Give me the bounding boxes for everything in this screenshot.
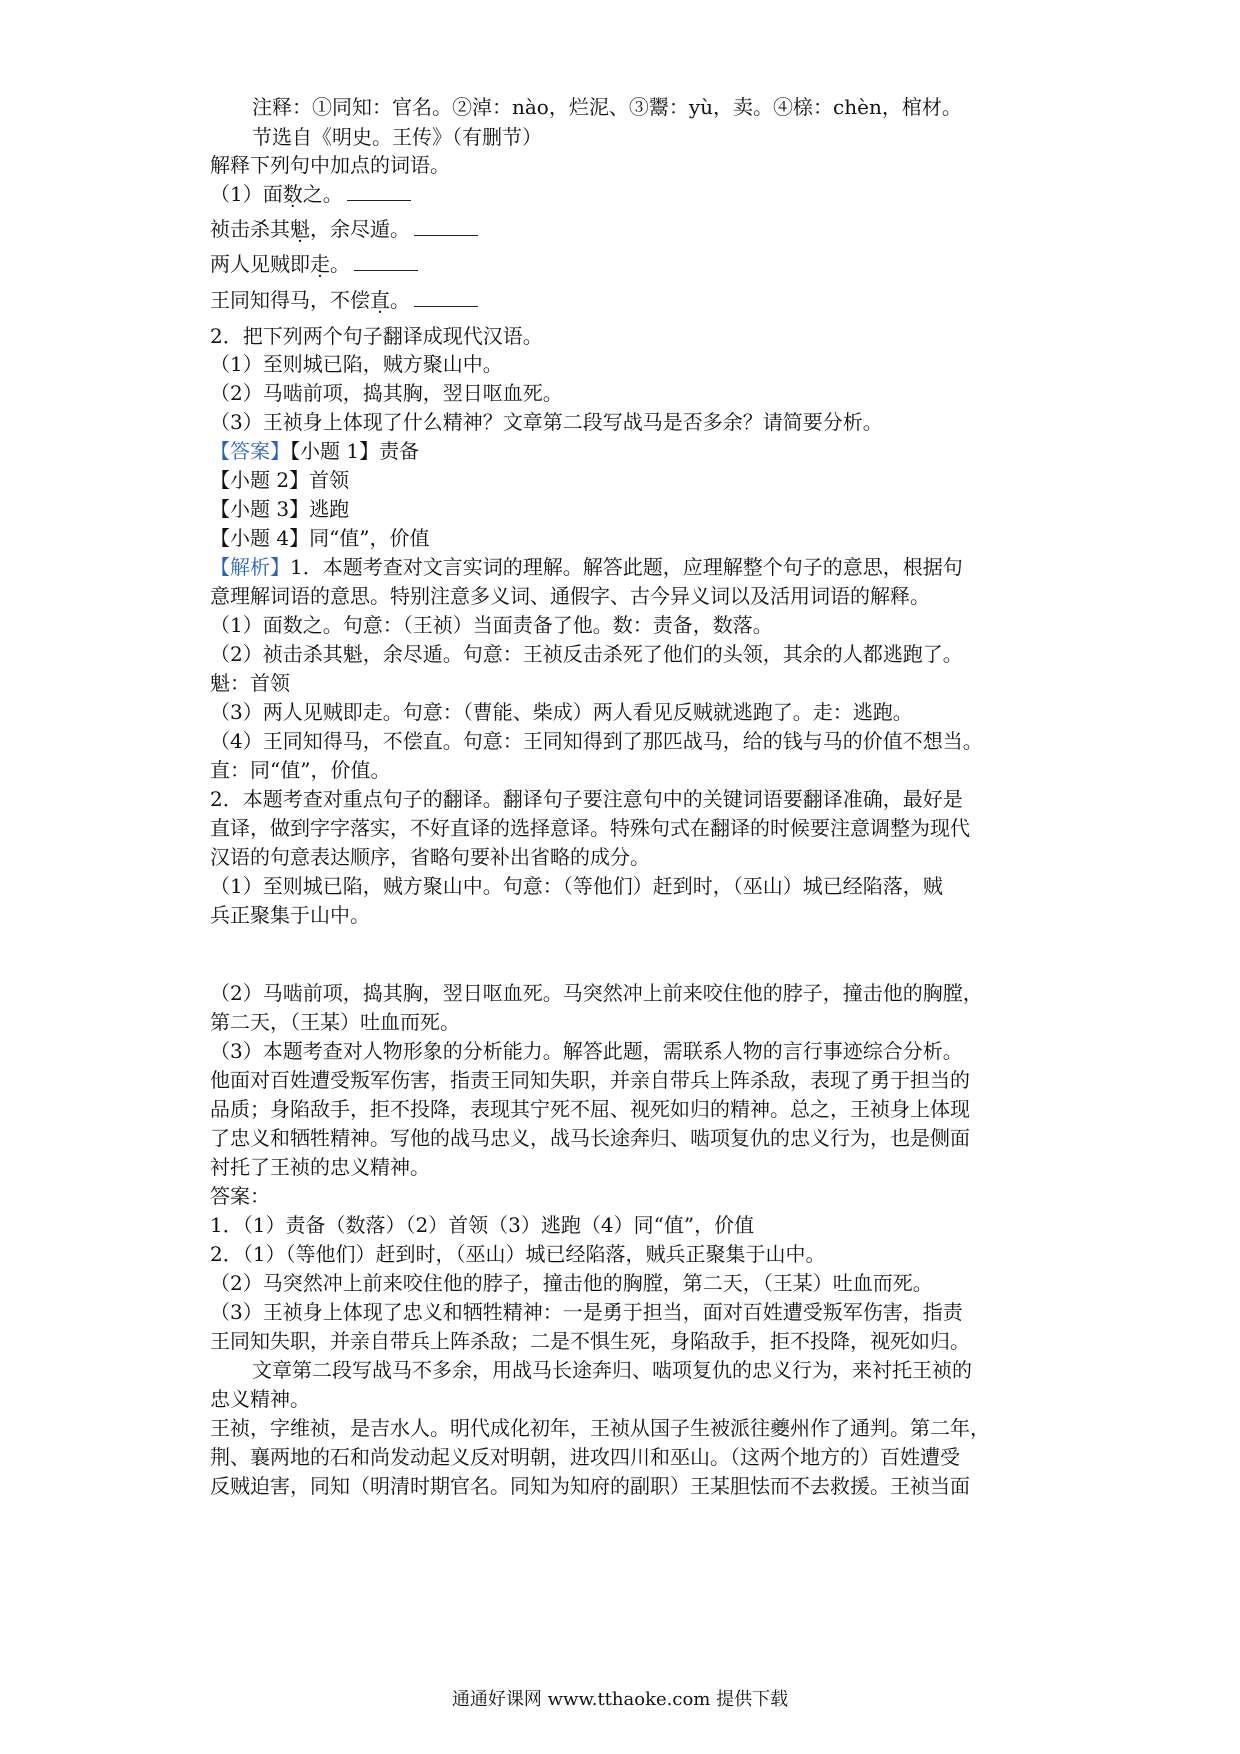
q1-item bbox=[210, 251, 1040, 277]
analysis-line: 2．本题考查对重点句子的翻译。翻译句子要注意句中的关键词语要翻译准确，最好是 bbox=[210, 787, 963, 811]
analysis-line: （3）本题考查对人物形象的分析能力。解答此题，需联系人物的言行事迹综合分析。 bbox=[210, 1039, 963, 1063]
q1-item-post: 之。 bbox=[302, 182, 343, 206]
answer-tag: 【答案】 bbox=[210, 439, 290, 463]
q2-title: 2．把下列两个句子翻译成现代汉语。 bbox=[210, 324, 543, 348]
analysis-line: 衬托了王祯的忠义精神。 bbox=[210, 1155, 430, 1179]
answer-blank[interactable] bbox=[347, 182, 411, 201]
analysis-line: （3）王祯身上体现了忠义和牺牲精神：一是勇于担当，面对百姓遭受叛军伤害，指责 bbox=[210, 1300, 963, 1324]
answer-line: 【小题 2】首领 bbox=[210, 468, 350, 492]
note-line: 注释：①同知：官名。②淖：nào，烂泥、③鬻：yù，卖。④榇：chèn，棺材。 bbox=[252, 95, 962, 119]
q1-item-pre: 祯击杀其 bbox=[210, 217, 290, 241]
analysis-line: （4）王同知得马，不偿直。句意：王同知得到了那匹战马，给的钱与马的价值不想当。 bbox=[210, 729, 983, 753]
q2-sentence-2: （2）马啮前项，捣其胸，翌日呕血死。 bbox=[210, 381, 563, 405]
final-line: 王祯，字维祯，是吉水人。明代成化初年，王祯从国子生被派往夔州作了通判。第二年， bbox=[210, 1416, 990, 1440]
analysis-line: 兵正聚集于山中。 bbox=[210, 903, 370, 927]
q3-line: （3）王祯身上体现了什么精神？文章第二段写战马是否多余？请简要分析。 bbox=[210, 410, 883, 434]
analysis-line: （2）祯击杀其魁，余尽遁。句意：王祯反击杀死了他们的头领，其余的人都逃跑了。 bbox=[210, 642, 963, 666]
dotted-word: 数 bbox=[282, 182, 303, 206]
q1-item bbox=[210, 181, 1040, 207]
analysis-line: 他面对百姓遭受叛军伤害，指责王同知失职，并亲自带兵上阵杀敌，表现了勇于担当的 bbox=[210, 1068, 970, 1092]
dotted-word: 魁 bbox=[290, 217, 310, 241]
answer-blank[interactable] bbox=[354, 252, 418, 271]
analysis-line: 直译，做到字字落实，不好直译的选择意译。特殊句式在翻译的时候要注意调整为现代 bbox=[210, 816, 970, 840]
q1-item-post: ，余尽遁。 bbox=[310, 217, 410, 241]
q1-title: 解释下列句中加点的词语。 bbox=[210, 153, 450, 177]
q1-item-post: 。 bbox=[330, 252, 350, 276]
analysis-line: 魁：首领 bbox=[210, 671, 290, 695]
indented-line: 文章第二段写战马不多余，用战马长途奔归、啮项复仇的忠义行为，来衬托王祯的 bbox=[252, 1358, 972, 1382]
page-footer: 通通好课网 www.tthaoke.com 提供下载 bbox=[451, 1689, 789, 1710]
answer-blank[interactable] bbox=[414, 217, 478, 236]
source-line: 节选自《明史。王传》（有删节） bbox=[252, 125, 542, 149]
analysis-line: 直：同“值”，价值。 bbox=[210, 758, 391, 782]
q1-item-pre: 王同知得马，不偿 bbox=[210, 288, 370, 312]
final-line: 忠义精神。 bbox=[210, 1387, 310, 1411]
analysis-line: 了忠义和牺牲精神。写他的战马忠义，战马长途奔归、啮项复仇的忠义行为，也是侧面 bbox=[210, 1126, 970, 1150]
analysis-line: 2．（1）（等他们）赶到时，（巫山）城已经陷落，贼兵正聚集于山中。 bbox=[210, 1242, 826, 1266]
q2-sentence-1: （1）至则城已陷，贼方聚山中。 bbox=[210, 352, 503, 376]
analysis-line: （3）两人见贼即走。句意：（曹能、柴成）两人看见反贼就逃跑了。走：逃跑。 bbox=[210, 700, 913, 724]
analysis-line: （2）马突然冲上前来咬住他的脖子，撞击他的胸膛，第二天，（王某）吐血而死。 bbox=[210, 1271, 933, 1295]
q1-item bbox=[210, 287, 1040, 313]
dotted-word: 走 bbox=[310, 252, 330, 276]
analysis-line: 王同知失职，并亲自带兵上阵杀敌；二是不惧生死，身陷敌手，拒不投降，视死如归。 bbox=[210, 1329, 970, 1353]
analysis-text: 1．本题考查对文言实词的理解。解答此题，应理解整个句子的意思，根据句 bbox=[290, 555, 963, 579]
analysis-line: （1）面数之。句意：（王祯）当面责备了他。数：责备，数落。 bbox=[210, 613, 773, 637]
analysis-line: 1．（1）责备（数落）（2）首领（3）逃跑（4）同“值”，价值 bbox=[210, 1213, 755, 1237]
answer-line: 【小题 4】同“值”，价值 bbox=[210, 526, 430, 550]
analysis-line: 意理解词语的意思。特别注意多义词、通假字、古今异义词以及活用词语的解释。 bbox=[210, 584, 930, 608]
analysis-tag: 【解析】 bbox=[210, 555, 290, 579]
analysis-line: 汉语的句意表达顺序，省略句要补出省略的成分。 bbox=[210, 845, 650, 869]
answer-text: 【小题 1】责备 bbox=[290, 439, 420, 463]
answer-blank[interactable] bbox=[414, 288, 478, 307]
analysis-line: 品质；身陷敌手，拒不投降，表现其宁死不屈、视死如归的精神。总之，王祯身上体现 bbox=[210, 1097, 970, 1121]
answer-line bbox=[210, 438, 1040, 464]
final-line: 反贼迫害，同知（明清时期官名。同知为知府的副职）王某胆怯而不去救援。王祯当面 bbox=[210, 1474, 970, 1498]
dotted-word: 直 bbox=[370, 288, 390, 312]
q1-item-pre: 两人见贼即 bbox=[210, 252, 310, 276]
q1-item-post: 。 bbox=[390, 288, 410, 312]
analysis-line: 答案： bbox=[210, 1184, 270, 1208]
analysis-line: （2）马啮前项，捣其胸，翌日呕血死。马突然冲上前来咬住他的脖子，撞击他的胸膛， bbox=[210, 981, 983, 1005]
q1-item bbox=[210, 216, 1040, 242]
analysis-line: 第二天，（王某）吐血而死。 bbox=[210, 1010, 460, 1034]
analysis-line bbox=[210, 554, 1040, 580]
answer-line: 【小题 3】逃跑 bbox=[210, 497, 350, 521]
final-line: 荆、襄两地的石和尚发动起义反对明朝，进攻四川和巫山。（这两个地方的）百姓遭受 bbox=[210, 1445, 960, 1469]
q1-item-pre: （1）面 bbox=[210, 182, 283, 206]
analysis-line: （1）至则城已陷，贼方聚山中。句意：（等他们）赶到时，（巫山）城已经陷落，贼 bbox=[210, 874, 943, 898]
